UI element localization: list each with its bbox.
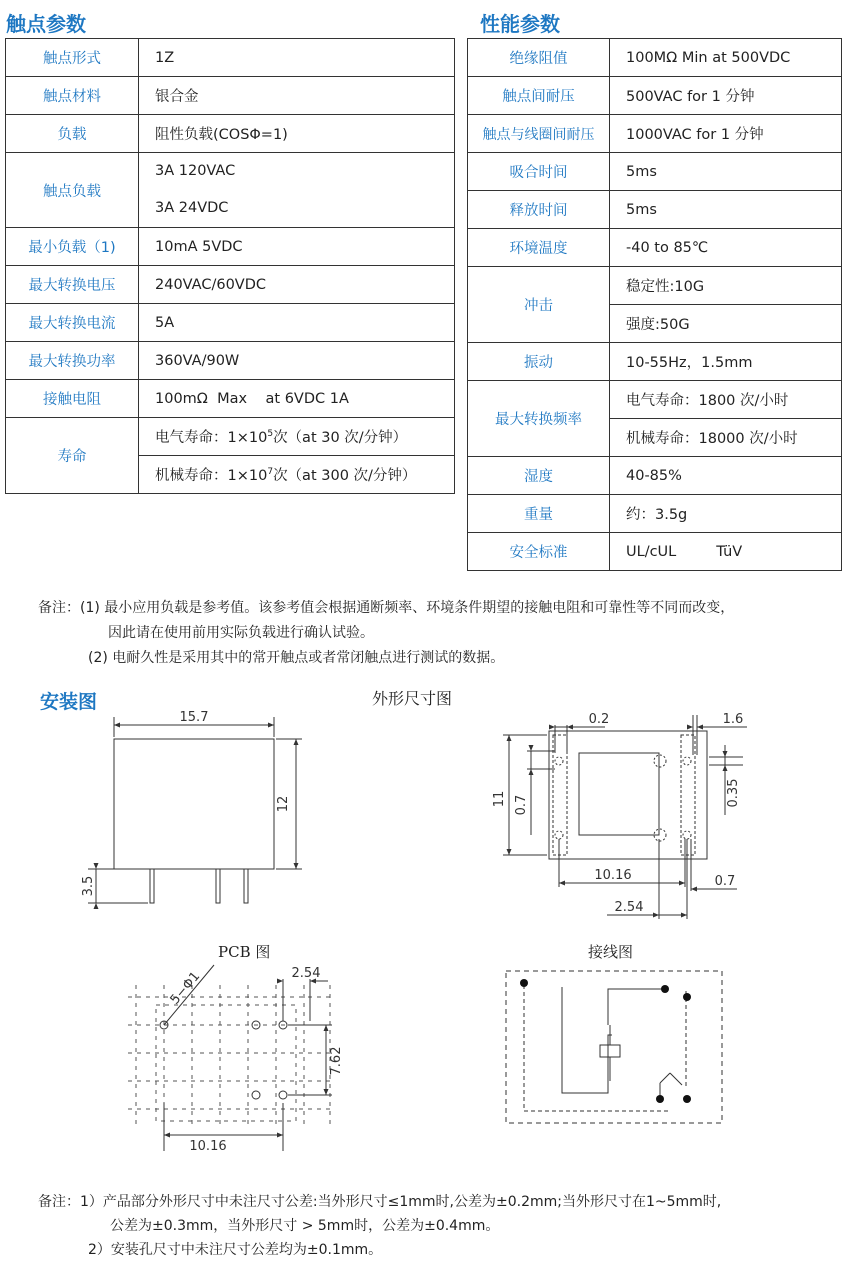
relay-body-outline bbox=[114, 739, 274, 869]
table-row bbox=[6, 115, 455, 153]
note1-line2: 因此请在使用前用实际负载进行确认试验。 bbox=[108, 625, 374, 641]
top-view-outline bbox=[549, 731, 707, 859]
dim-top-16: 1.6 bbox=[722, 712, 744, 727]
note2-line2: 公差为±0.3mm，当外形尺寸 > 5mm时，公差为±0.4mm。 bbox=[110, 1218, 500, 1234]
pcb-title: PCB 图 bbox=[218, 943, 271, 961]
table-row bbox=[468, 495, 842, 533]
row-label: 寿命 bbox=[6, 418, 139, 494]
note2-line1: 备注：1）产品部分外形尺寸中未注尺寸公差:当外形尺寸≤1mm时,公差为±0.2mm;当外形尺寸在1~5mm时, bbox=[38, 1194, 722, 1210]
row-value: 360VA/90W bbox=[139, 342, 455, 380]
dim-top-07-right: 0.7 bbox=[714, 874, 736, 889]
dim-side-width: 15.7 bbox=[179, 710, 209, 725]
note1-line1: 备注：(1) 最小应用负载是参考值。该参考值会根据通断频率、环境条件期望的接触电阻和可靠性等不同而改变， bbox=[38, 600, 735, 616]
table-row bbox=[468, 457, 842, 495]
row-label: 重量 bbox=[468, 495, 610, 533]
row-label: 触点间耐压 bbox=[468, 77, 610, 115]
table-row bbox=[6, 342, 455, 380]
table-row bbox=[468, 115, 842, 153]
wiring-title: 接线图 bbox=[588, 943, 634, 961]
row-label: 释放时间 bbox=[468, 191, 610, 229]
side-view-drawing bbox=[80, 705, 310, 915]
wiring-diagram bbox=[500, 965, 730, 1130]
table-row bbox=[468, 191, 842, 229]
dim-pin-length: 3.5 bbox=[81, 875, 96, 897]
contact-load-dc: 3A 24VDC bbox=[155, 200, 229, 216]
contact-section-title: 触点参数 bbox=[6, 12, 86, 36]
row-value: 5ms bbox=[610, 191, 842, 229]
outline-title: 外形尺寸图 bbox=[372, 689, 453, 708]
contact-load-ac: 3A 120VAC bbox=[155, 163, 236, 179]
row-label: 吸合时间 bbox=[468, 153, 610, 191]
table-row bbox=[468, 153, 842, 191]
row-label: 冲击 bbox=[468, 267, 610, 343]
row-value: 240VAC/60VDC bbox=[139, 266, 455, 304]
top-view-drawing bbox=[492, 705, 755, 925]
table-row bbox=[6, 153, 455, 228]
contact-params-table bbox=[5, 38, 455, 494]
table-row bbox=[6, 304, 455, 342]
dim-top-11: 11 bbox=[492, 790, 507, 808]
row-value: 10mA 5VDC bbox=[139, 228, 455, 266]
row-label: 触点材料 bbox=[6, 77, 139, 115]
row-value: 强度:50G bbox=[610, 305, 842, 343]
row-value: 5A bbox=[139, 304, 455, 342]
life-mechanical: 机械寿命：$1\times 10^7$次（at 300 次/分钟） bbox=[139, 456, 455, 494]
row-label: 最大转换频率 bbox=[468, 381, 610, 457]
row-value: 100MΩ Min at 500VDC bbox=[610, 39, 842, 77]
dim-top-035: 0.35 bbox=[726, 778, 741, 808]
dim-top-07-left: 0.7 bbox=[514, 794, 529, 816]
row-label: 接触电阻 bbox=[6, 380, 139, 418]
note2-line3: 2）安装孔尺寸中未注尺寸公差均为±0.1mm。 bbox=[88, 1242, 383, 1258]
performance-section-title: 性能参数 bbox=[480, 12, 560, 36]
table-row bbox=[468, 343, 842, 381]
dim-top-1016: 10.16 bbox=[594, 868, 632, 883]
row-value: 约：3.5g bbox=[610, 495, 842, 533]
row-label: 环境温度 bbox=[468, 229, 610, 267]
row-value: -40 to 85℃ bbox=[610, 229, 842, 267]
row-label: 触点与线圈间耐压 bbox=[468, 115, 610, 153]
dim-pcb-hole: 5−Φ1 bbox=[167, 969, 204, 1008]
row-label: 绝缘阻值 bbox=[468, 39, 610, 77]
table-row bbox=[468, 267, 842, 305]
note1-line3: (2) 电耐久性是采用其中的常开触点或者常闭触点进行测试的数据。 bbox=[88, 650, 505, 666]
row-value bbox=[139, 153, 455, 228]
row-value: 银合金 bbox=[139, 77, 455, 115]
row-value: 5ms bbox=[610, 153, 842, 191]
row-label: 振动 bbox=[468, 343, 610, 381]
row-value: 电气寿命：1800 次/小时 bbox=[610, 381, 842, 419]
table-row bbox=[468, 381, 842, 419]
row-value: 机械寿命：18000 次/小时 bbox=[610, 419, 842, 457]
row-label: 湿度 bbox=[468, 457, 610, 495]
row-label: 触点负载 bbox=[6, 153, 139, 228]
dim-side-height: 12 bbox=[276, 795, 291, 813]
table-row bbox=[6, 228, 455, 266]
table-row bbox=[6, 77, 455, 115]
dim-pcb-254: 2.54 bbox=[291, 966, 321, 981]
life-electric: 电气寿命：$1\times 10^5$次（at 30 次/分钟） bbox=[139, 418, 455, 456]
dim-top-02: 0.2 bbox=[588, 712, 610, 727]
table-row bbox=[6, 39, 455, 77]
table-row bbox=[468, 39, 842, 77]
row-label: 最大转换电压 bbox=[6, 266, 139, 304]
performance-params-table bbox=[467, 38, 842, 571]
row-label: 安全标准 bbox=[468, 533, 610, 571]
row-value: 阻性负载(COSΦ=1) bbox=[139, 115, 455, 153]
table-row bbox=[468, 229, 842, 267]
row-value: 1000VAC for 1 分钟 bbox=[610, 115, 842, 153]
dim-pcb-762: 7.62 bbox=[329, 1046, 344, 1076]
row-value: 10-55Hz，1.5mm bbox=[610, 343, 842, 381]
row-value: 40-85% bbox=[610, 457, 842, 495]
row-label: 最大转换电流 bbox=[6, 304, 139, 342]
table-row bbox=[468, 533, 842, 571]
row-label: 最大转换功率 bbox=[6, 342, 139, 380]
row-value: 稳定性:10G bbox=[610, 267, 842, 305]
table-row bbox=[468, 77, 842, 115]
row-value: 500VAC for 1 分钟 bbox=[610, 77, 842, 115]
row-label: 负载 bbox=[6, 115, 139, 153]
dim-top-254: 2.54 bbox=[614, 900, 644, 915]
row-label: 最小负载（1) bbox=[6, 228, 139, 266]
install-title: 安装图 bbox=[40, 691, 98, 713]
dim-pcb-1016: 10.16 bbox=[189, 1139, 227, 1154]
table-row bbox=[6, 266, 455, 304]
table-row bbox=[6, 380, 455, 418]
row-label: 触点形式 bbox=[6, 39, 139, 77]
table-row bbox=[6, 418, 455, 456]
row-value: 100mΩ Max at 6VDC 1A bbox=[139, 380, 455, 418]
pcb-drawing bbox=[118, 955, 348, 1155]
row-value: UL/cUL TüV bbox=[610, 533, 842, 571]
row-value: 1Z bbox=[139, 39, 455, 77]
